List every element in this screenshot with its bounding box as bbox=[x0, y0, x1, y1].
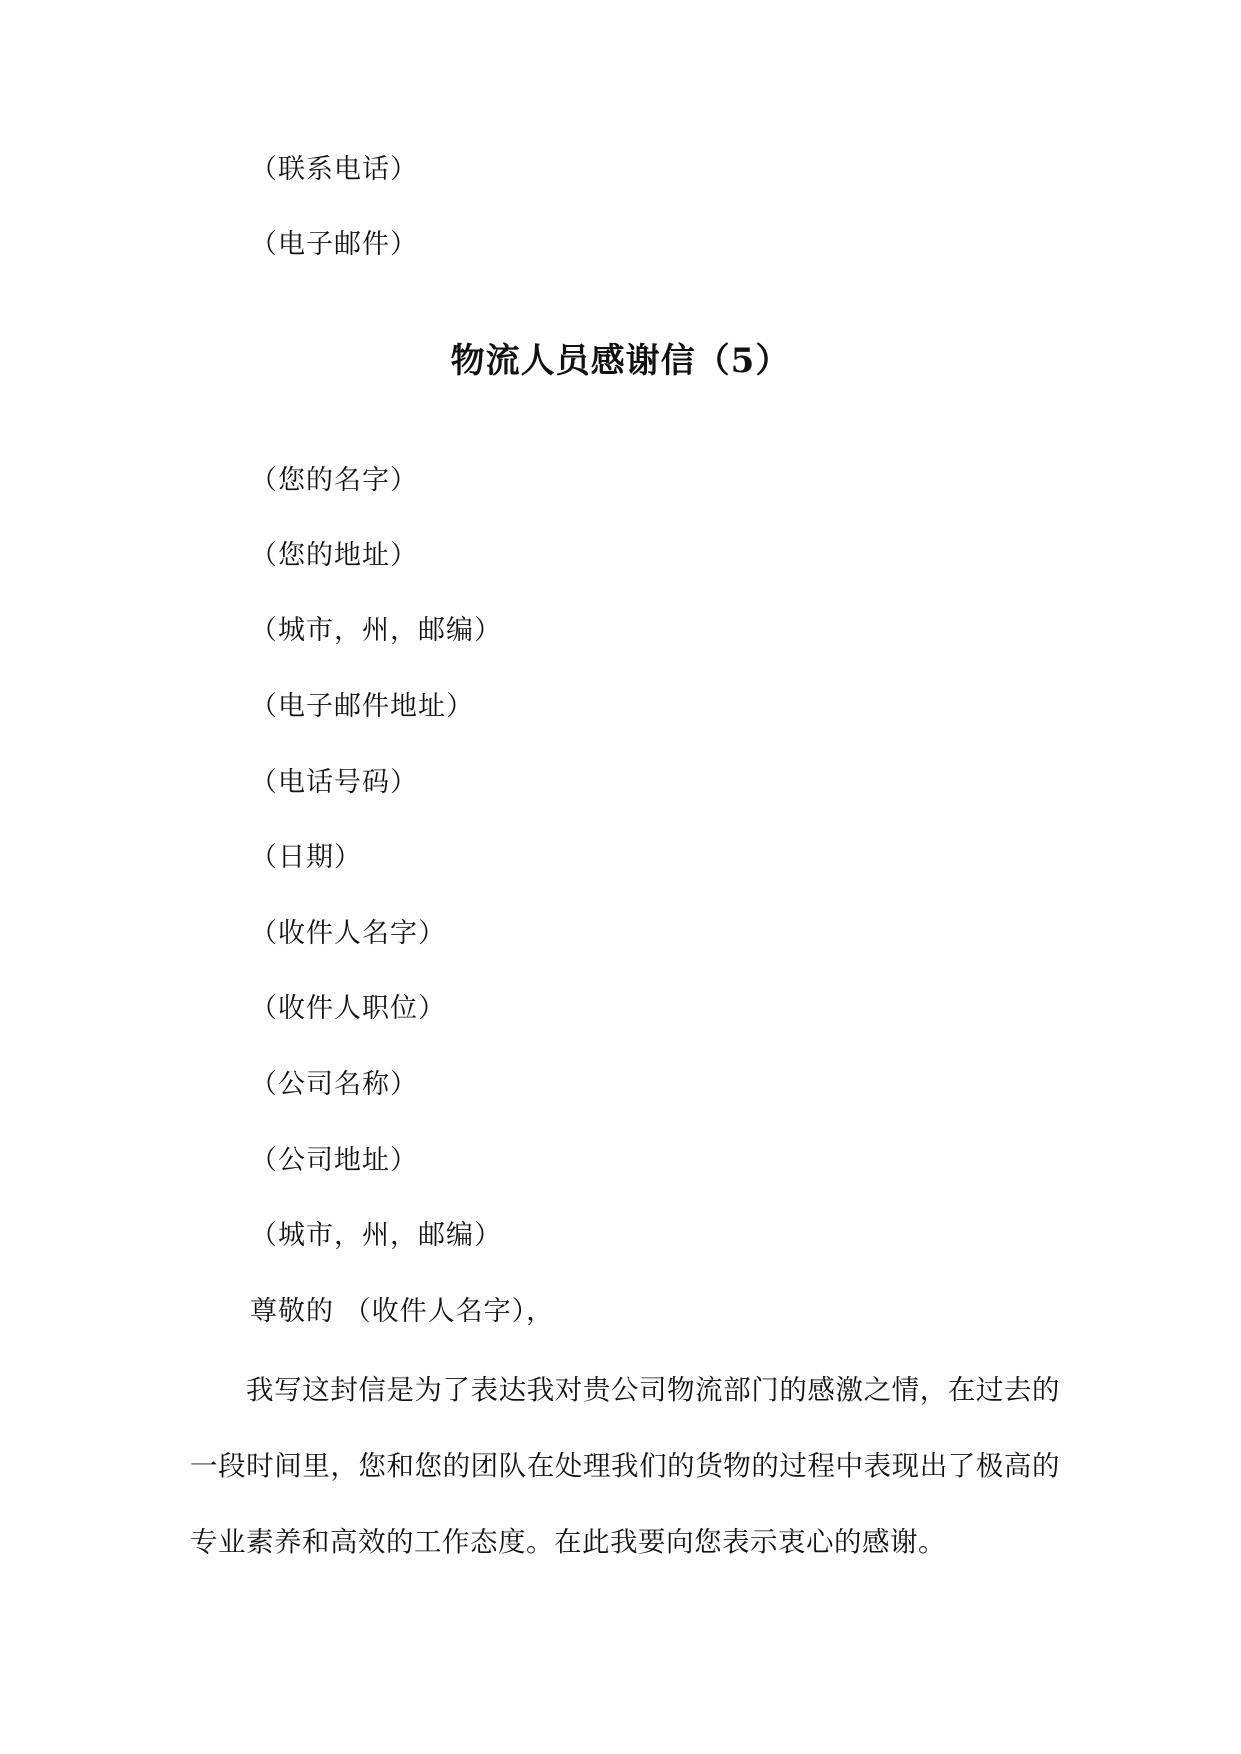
contact-phone-line: （联系电话） bbox=[250, 154, 418, 185]
sender-phone-line: （电话号码） bbox=[250, 767, 418, 798]
body-paragraph: 我写这封信是为了表达我对贵公司物流部门的感激之情，在过去的一段时间里，您和您的团队在处理我们的货物的过程中表现出了极高的专业素养和高效的工作态度。在此我要向您表示衷心的感谢。 bbox=[190, 1374, 1060, 1558]
salutation-line: 尊敬的 （收件人名字）， bbox=[250, 1296, 555, 1327]
letter-title: 物流人员感谢信（5） bbox=[450, 341, 791, 381]
email-line: （电子邮件） bbox=[250, 229, 418, 260]
sender-address-line: （您的地址） bbox=[250, 540, 418, 571]
recipient-title-line: （收件人职位） bbox=[250, 993, 446, 1024]
recipient-name-line: （收件人名字） bbox=[250, 918, 446, 949]
company-city-line: （城市，州，邮编） bbox=[250, 1220, 502, 1251]
sender-city-line: （城市，州，邮编） bbox=[250, 615, 502, 646]
sender-name-line: （您的名字） bbox=[250, 465, 418, 496]
date-line: （日期） bbox=[250, 842, 362, 873]
sender-email-line: （电子邮件地址） bbox=[250, 691, 474, 722]
company-name-line: （公司名称） bbox=[250, 1069, 418, 1100]
company-address-line: （公司地址） bbox=[250, 1145, 418, 1176]
